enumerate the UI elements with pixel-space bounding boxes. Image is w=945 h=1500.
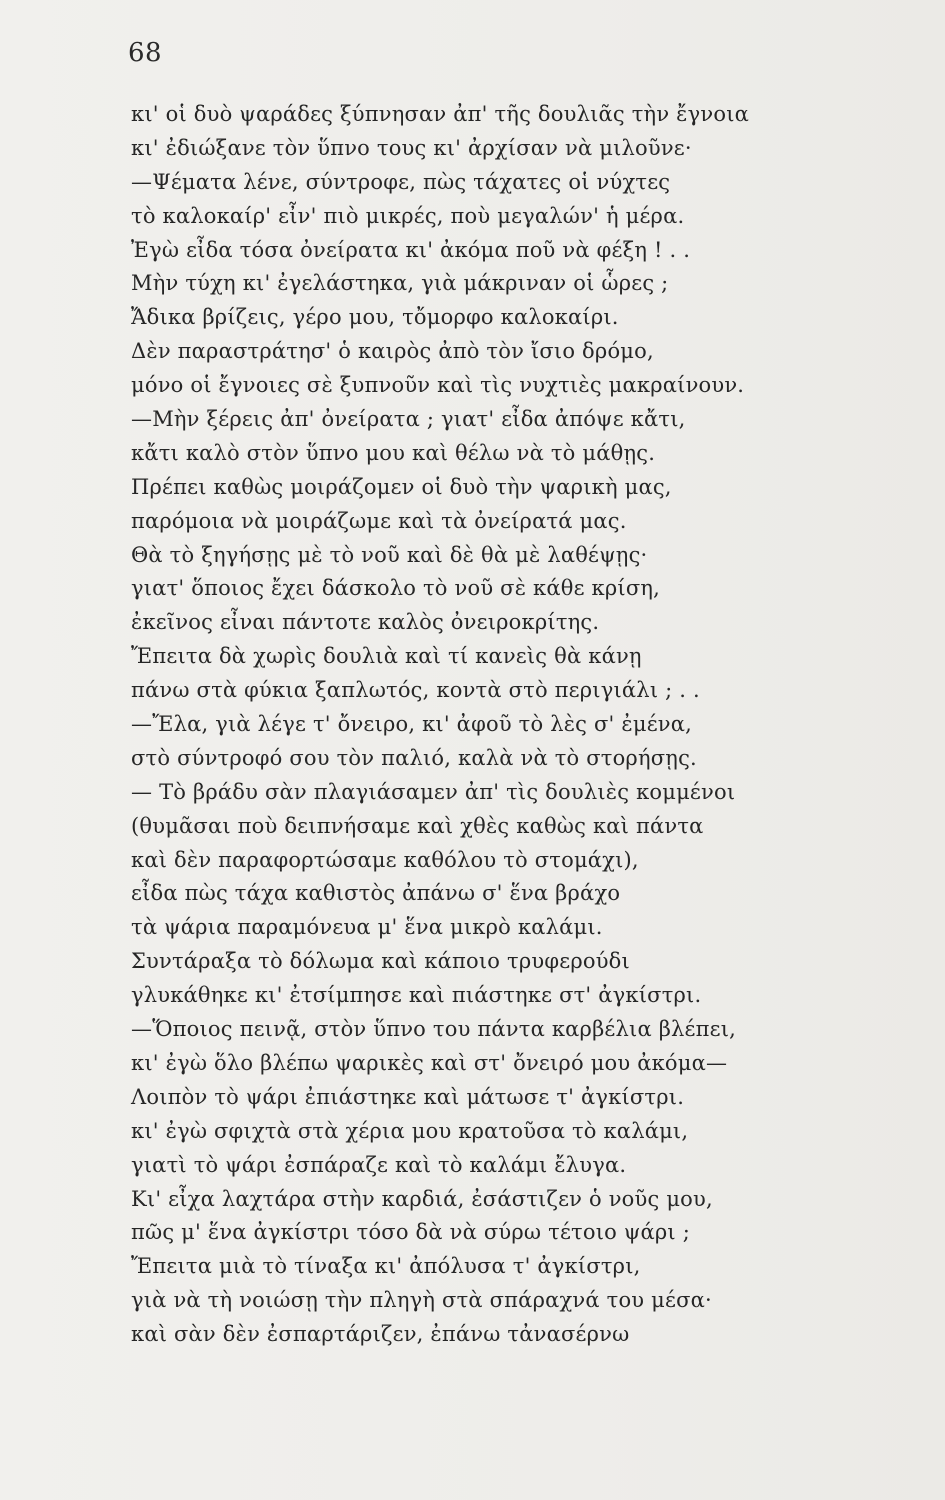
poem-line: γιατὶ τὸ ψάρι ἐσπάραζε καὶ τὸ καλάμι ἔλυγα. xyxy=(131,1152,627,1177)
poem-line: καὶ σὰν δὲν ἐσπαρτάριζεν, ἐπάνω τἀνασέρνω xyxy=(131,1322,630,1347)
poem-line: Μὴν τύχη κι' ἐγελάστηκα, γιὰ μάκριναν οἱ ὧρες ; xyxy=(131,271,669,296)
poem-line: κι' ἐδιώξανε τὸν ὕπνο τους κι' ἀρχίσαν νὰ μιλοῦνε· xyxy=(131,135,692,160)
poem-line: κἄτι καλὸ στὸν ὕπνο μου καὶ θέλω νὰ τὸ μάθῃς. xyxy=(131,440,656,465)
poem-line: κι' οἱ δυὸ ψαράδες ξύπνησαν ἀπ' τῆς δουλιᾶς τὴν ἔγνοια xyxy=(131,102,750,126)
poem-line: Ἔπειτα μιὰ τὸ τίναξα κι' ἀπόλυσα τ' ἀγκίστρι, xyxy=(131,1254,641,1279)
poem-line: ἐκεῖνος εἶναι πάντοτε καλὸς ὀνειροκρίτης. xyxy=(131,610,600,635)
page-number: 68 xyxy=(128,38,163,68)
poem-line: Δὲν παραστράτησ' ὁ καιρὸς ἀπὸ τὸν ἴσιο δρόμο, xyxy=(131,339,654,364)
poem-line: μόνο οἱ ἔγνοιες σὲ ξυπνοῦν καὶ τὶς νυχτιὲς μακραίνουν. xyxy=(131,373,745,398)
poem-line: καὶ δὲν παραφορτώσαμε καθόλου τὸ στομάχι), xyxy=(131,847,639,872)
poem-line: —Ὅποιος πεινᾷ, στὸν ὕπνο του πάντα καρβέλια βλέπει, xyxy=(131,1017,737,1042)
poem-line: γλυκάθηκε κι' ἐτσίμπησε καὶ πιάστηκε στ' ἀγκίστρι. xyxy=(131,983,702,1008)
poem-line: εἶδα πὼς τάχα καθιστὸς ἀπάνω σ' ἕνα βράχο xyxy=(131,881,621,906)
poem-line: πάνω στὰ φύκια ξαπλωτός, κοντὰ στὸ περιγιάλι ; . . xyxy=(131,678,700,703)
poem-line: Κι' εἶχα λαχτάρα στὴν καρδιά, ἐσάστιζεν ὁ νοῦς μου, xyxy=(131,1186,713,1211)
poem-line: γιὰ νὰ τὴ νοιώσῃ τὴν πληγὴ στὰ σπάραχνά του μέσα· xyxy=(131,1288,712,1313)
poem-line: τὸ καλοκαίρ' εἶν' πιὸ μικρές, ποὺ μεγαλών' ἡ μέρα. xyxy=(131,203,685,228)
poem-line: Συντάραξα τὸ δόλωμα καὶ κάποιο τρυφερούδι xyxy=(131,949,630,974)
poem-line: Ἄδικα βρίζεις, γέρο μου, τὄμορφο καλοκαίρι. xyxy=(131,305,619,330)
poem-line: Θὰ τὸ ξηγήσῃς μὲ τὸ νοῦ καὶ δὲ θὰ μὲ λαθέψῃς· xyxy=(131,542,648,567)
poem-line: — Τὸ βράδυ σὰν πλαγιάσαμεν ἀπ' τὶς δουλιὲς κομμένοι xyxy=(131,779,736,804)
poem-line: —Ἔλα, γιὰ λέγε τ' ὄνειρο, κι' ἀφοῦ τὸ λὲς σ' ἐμένα, xyxy=(131,712,693,737)
poem-line: Ἐγὼ εἶδα τόσα ὀνείρατα κι' ἀκόμα ποῦ νὰ φέξη ! . . xyxy=(131,237,691,262)
poem-line: Ἔπειτα δὰ χωρὶς δουλιὰ καὶ τί κανεὶς θὰ κάνῃ xyxy=(131,644,642,669)
poem-line: πῶς μ' ἕνα ἀγκίστρι τόσο δὰ νὰ σύρω τέτοιο ψάρι ; xyxy=(131,1220,691,1245)
poem-line: τὰ ψάρια παραμόνευα μ' ἕνα μικρὸ καλάμι. xyxy=(131,915,603,940)
poem-line: Πρέπει καθὼς μοιράζομεν οἱ δυὸ τὴν ψαρικὴ μας, xyxy=(131,474,672,499)
poem-line: στὸ σύντροφό σου τὸν παλιό, καλὰ νὰ τὸ στορήσῃς. xyxy=(131,745,697,770)
poem-line: κι' ἐγὼ σφιχτὰ στὰ χέρια μου κρατοῦσα τὸ καλάμι, xyxy=(131,1118,689,1143)
poem-line: —Μὴν ξέρεις ἀπ' ὀνείρατα ; γιατ' εἶδα ἀπόψε κἄτι, xyxy=(131,407,686,432)
poem-line: γιατ' ὅποιος ἔχει δάσκολο τὸ νοῦ σὲ κάθε κρίση, xyxy=(131,576,661,601)
poem-line: παρόμοια νὰ μοιράζωμε καὶ τὰ ὀνείρατά μας. xyxy=(131,508,627,533)
poem-text xyxy=(131,98,891,1352)
poem-line: (θυμᾶσαι ποὺ δειπνήσαμε καὶ χθὲς καθὼς καὶ πάντα xyxy=(131,813,704,838)
poem-line: Λοιπὸν τὸ ψάρι ἐπιάστηκε καὶ μάτωσε τ' ἀγκίστρι. xyxy=(131,1084,685,1109)
poem-line: —Ψέματα λένε, σύντροφε, πὼς τάχατες οἱ νύχτες xyxy=(131,169,671,194)
poem-line: κι' ἐγὼ ὅλο βλέπω ψαρικὲς καὶ στ' ὄνειρό μου ἀκόμα— xyxy=(131,1050,728,1075)
